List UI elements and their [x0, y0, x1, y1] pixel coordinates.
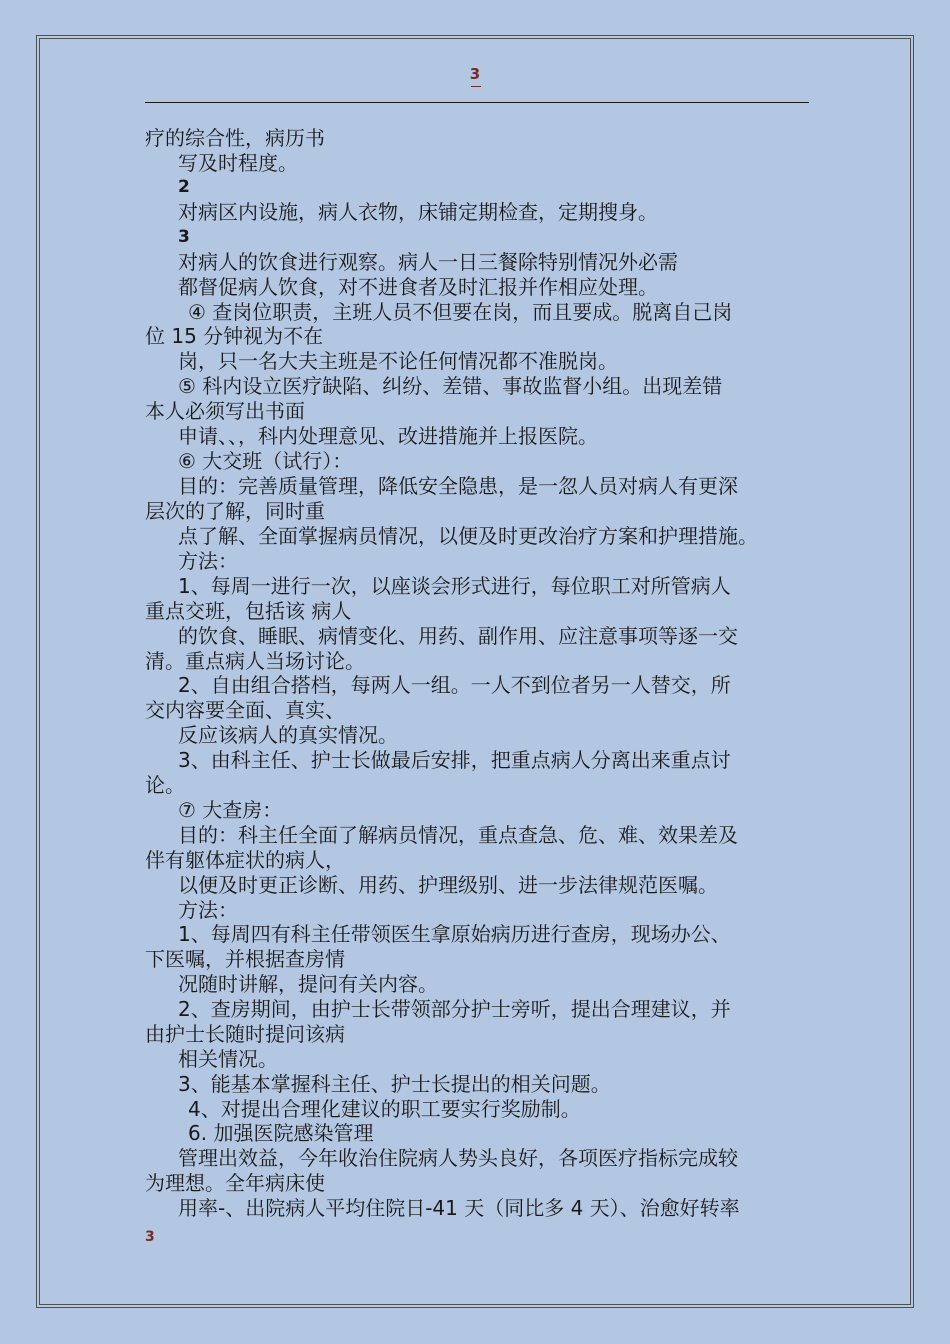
text-line: 3、能基本掌握科主任、护士长提出的相关问题。 [178, 1072, 611, 1096]
text-line: 4、对提出合理化建议的职工要实行奖励制。 [188, 1097, 581, 1121]
text-line: 目的：完善质量管理，降低安全隐患，是一忽人员对病人有更深 [178, 474, 738, 498]
text-line: 2、查房期间，由护士长带领部分护士旁听，提出合理建议，并 [178, 997, 731, 1021]
text-line: 都督促病人饮食，对不进食者及时汇报并作相应处理。 [178, 275, 658, 299]
text-line: 2、自由组合搭档，每两人一组。一人不到位者另一人替交，所 [178, 673, 731, 697]
list-number: 3 [178, 227, 190, 247]
text-line: 层次的了解，同时重 [145, 499, 325, 523]
text-line: 方法： [178, 549, 238, 573]
document-page [39, 38, 911, 1305]
text-line: ④ 查岗位职责，主班人员不但要在岗，而且要成。脱离自己岗 [188, 300, 733, 324]
header-number-underline [471, 86, 481, 87]
text-line: 况随时讲解，提问有关内容。 [178, 972, 438, 996]
text-line: ⑥ 大交班（试行）： [178, 449, 353, 473]
text-line: 反应该病人的真实情况。 [178, 723, 398, 747]
text-line: 以便及时更正诊断、用药、护理级别、进一步法律规范医嘱。 [178, 873, 718, 897]
section-heading: 6. 加强医院感染管理 [188, 1121, 374, 1145]
footer-page-number: 3 [145, 1229, 155, 1245]
text-line: 相关情况。 [178, 1047, 278, 1071]
text-line: ⑤ 科内设立医疗缺陷、纠纷、差错、事故监督小组。出现差错 [178, 374, 723, 398]
text-line: 交内容要全面、真实、 [145, 698, 345, 722]
text-line: 目的：科主任全面了解病员情况，重点查急、危、难、效果差及 [178, 823, 738, 847]
header-rule [145, 102, 809, 103]
text-line: 位 15 分钟视为不在 [145, 324, 324, 348]
text-line: 为理想。全年病床使 [145, 1171, 325, 1195]
list-number: 2 [178, 177, 190, 197]
text-line: 申请、、，科内处理意见、改进措施并上报医院。 [178, 424, 598, 448]
text-line: ⑦ 大查房： [178, 798, 283, 822]
header-page-number: 3 [469, 65, 481, 83]
text-line: 方法： [178, 898, 238, 922]
text-line: 对病人的饮食进行观察。病人一日三餐除特别情况外必需 [178, 250, 678, 274]
text-line: 3、由科主任、护士长做最后安排，把重点病人分离出来重点讨 [178, 748, 731, 772]
text-line: 岗，只一名大夫主班是不论任何情况都不准脱岗。 [178, 349, 618, 373]
text-line: 论。 [145, 773, 185, 797]
text-line: 下医嘱，并根据查房情 [145, 947, 345, 971]
text-line: 伴有躯体症状的病人， [145, 848, 345, 872]
text-line: 写及时程度。 [178, 151, 298, 175]
text-line: 对病区内设施，病人衣物，床铺定期检查，定期搜身。 [178, 200, 658, 224]
text-line: 管理出效益，今年收治住院病人势头良好，各项医疗指标完成较 [178, 1146, 738, 1170]
text-line: 的饮食、睡眠、病情变化、用药、副作用、应注意事项等逐一交 [178, 624, 738, 648]
text-line: 1、每周一进行一次，以座谈会形式进行，每位职工对所管病人 [178, 574, 731, 598]
text-line: 重点交班，包括该 病人 [145, 599, 352, 623]
text-line: 疗的综合性，病历书 [145, 126, 325, 150]
text-line: 用率-、出院病人平均住院日-41 天（同比多 4 天）、治愈好转率 [178, 1196, 740, 1220]
text-line: 1、每周四有科主任带领医生拿原始病历进行查房，现场办公、 [178, 922, 731, 946]
text-line: 点了解、全面掌握病员情况，以便及时更改治疗方案和护理措施。 [178, 524, 758, 548]
text-line: 本人必须写出书面 [145, 399, 305, 423]
text-line: 清。重点病人当场讨论。 [145, 649, 365, 673]
text-line: 由护士长随时提问该病 [145, 1022, 345, 1046]
